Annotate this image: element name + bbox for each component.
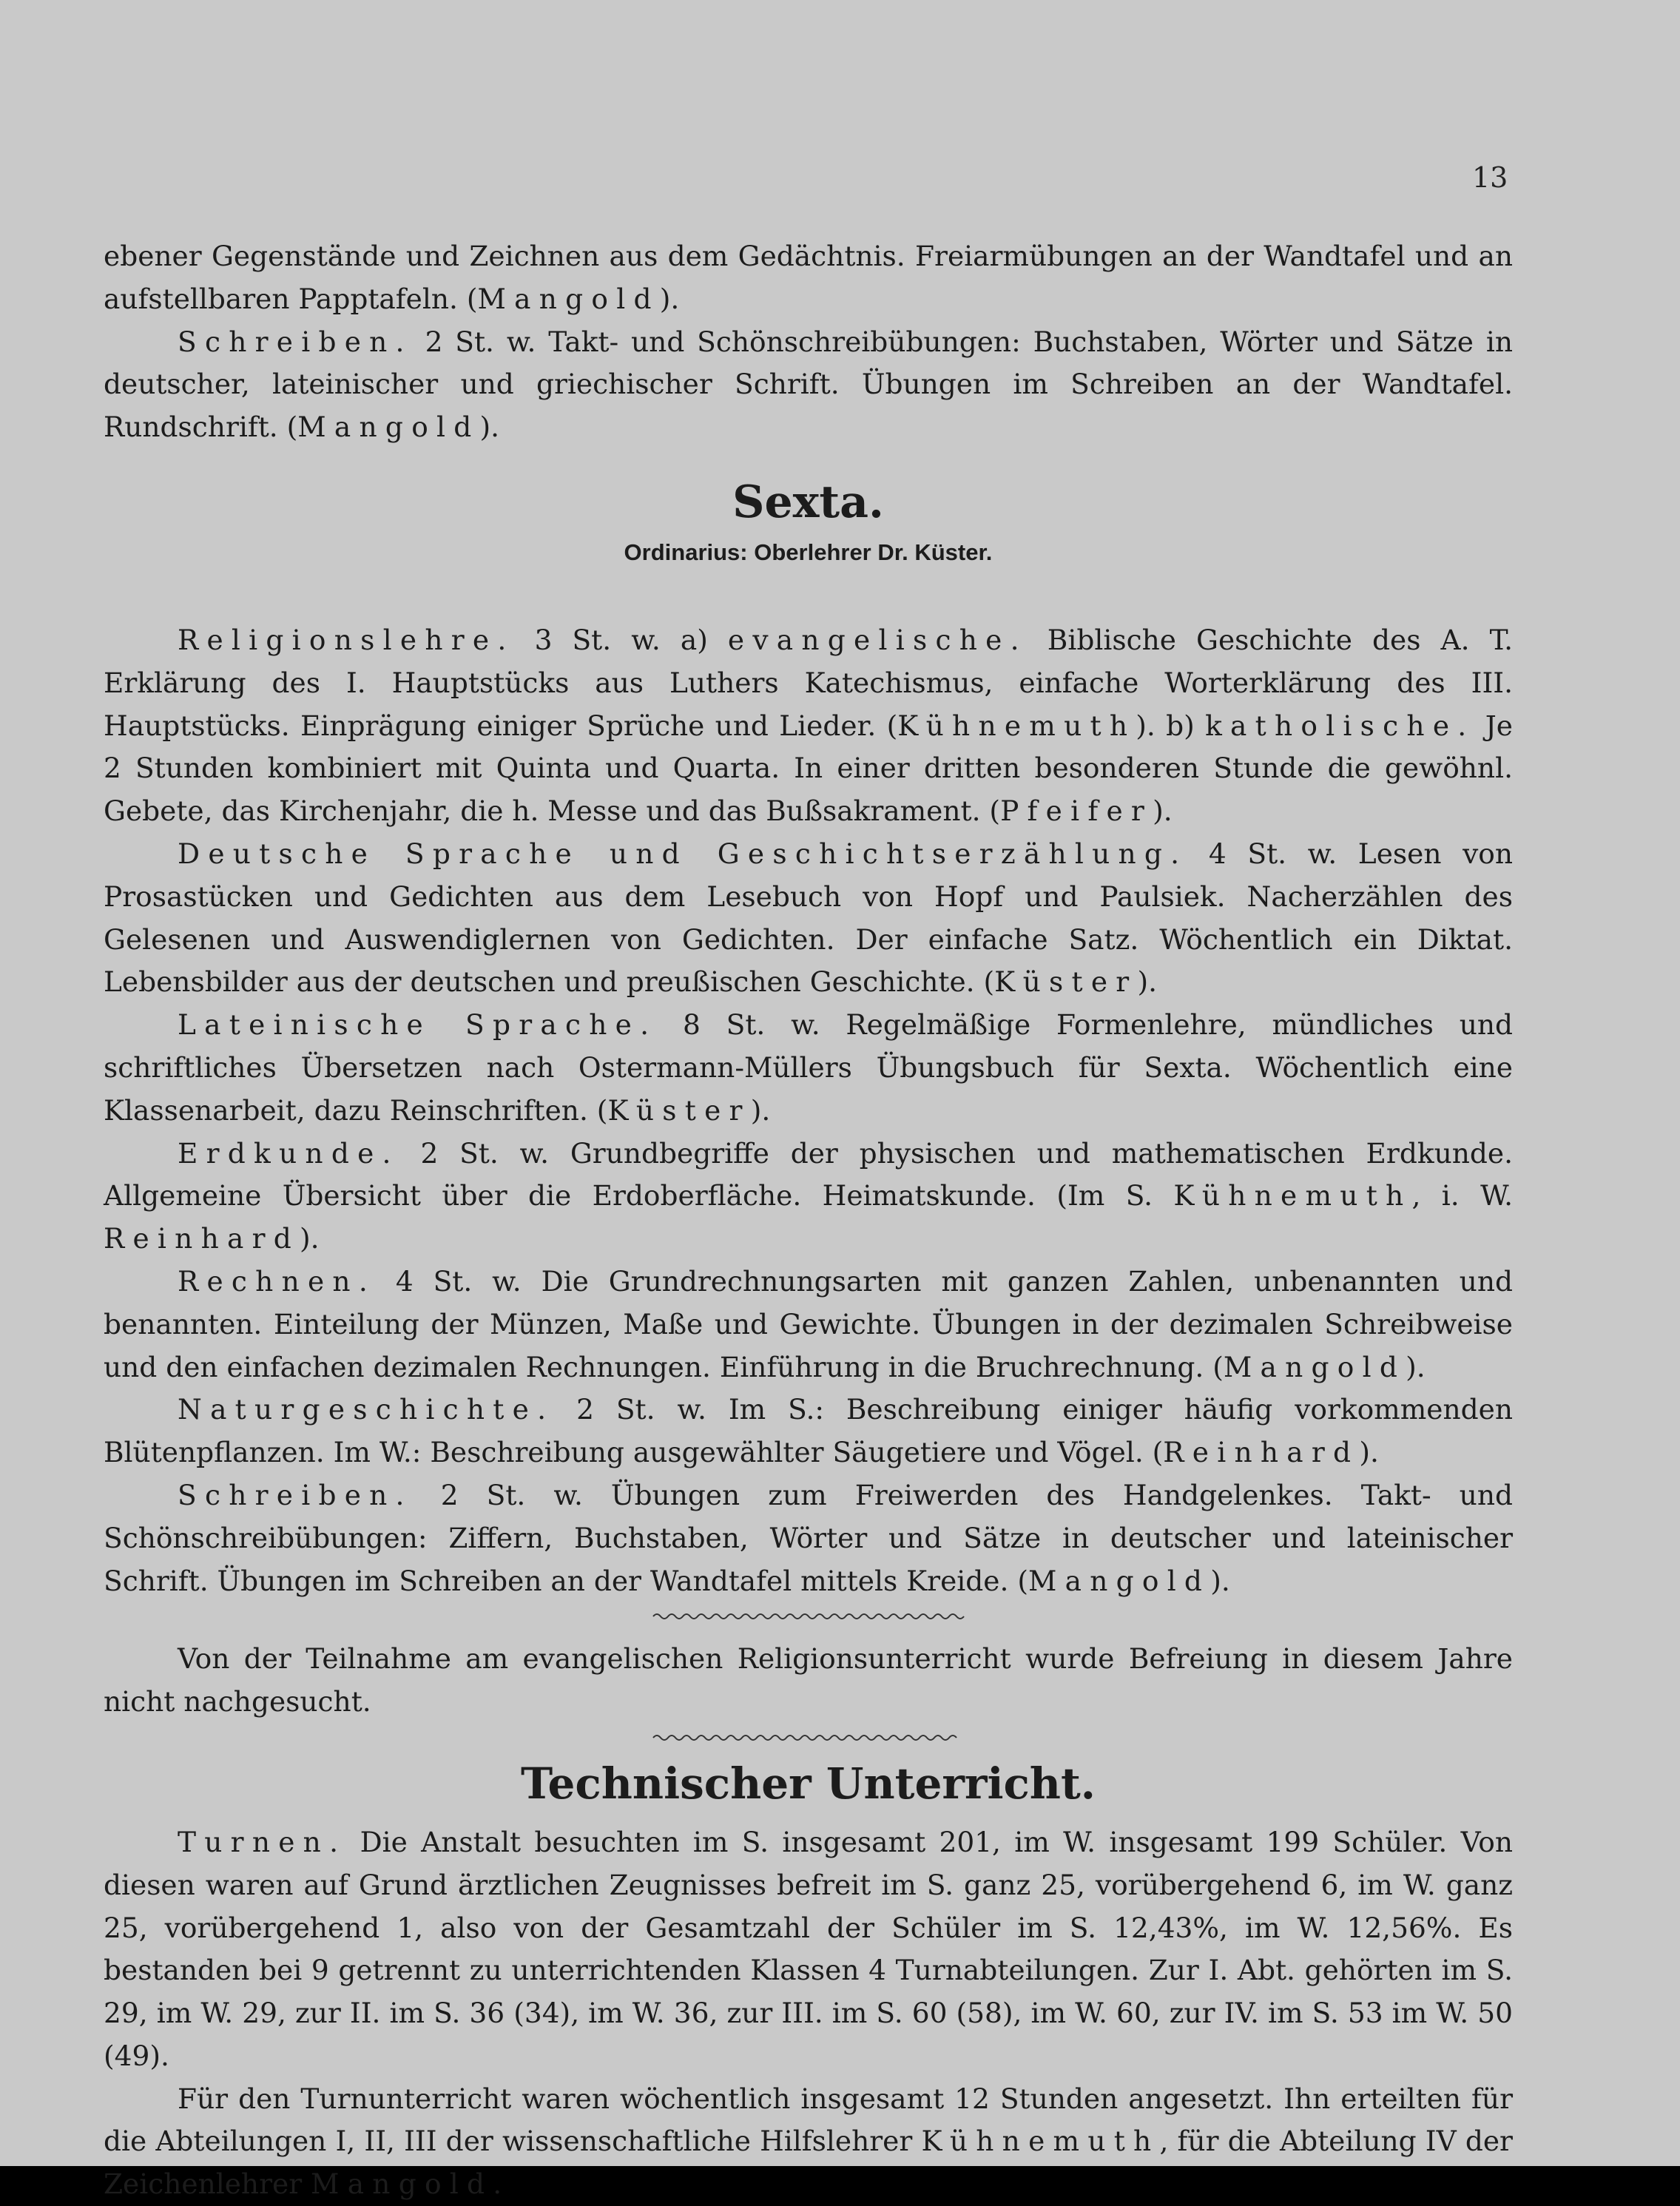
teacher-name: Küster — [607, 1093, 751, 1127]
subject-label: Lateinische Sprache. — [178, 1008, 658, 1042]
teacher-name: Pfeifer — [1000, 795, 1153, 828]
paragraph-religionslehre: Religionslehre. 3 St. w. a) evangelische. Biblische Geschichte des A. T. Erklärung des I. Hauptstücks aus Luthers Katechismus, einfache Worterklärung des III. Hauptstücks. Einprägung einiger Sprüche und Lieder. (Kühnemuth). b) katholische. Je 2 Stunden kombiniert mit Quinta und Quarta. In einer dritten besonderen Stunde die gewöhnl. Gebete, das Kirchenjahr, die h. Messe und das Bußsakrament. (Pfeifer). — [104, 623, 1513, 828]
paragraph-turnunterricht: Für den Turnunterricht waren wöchentlich insgesamt 12 Stunden angesetzt. Ihn erteilten für die Abteilungen I, II, III der wissenschaftliche Hilfslehrer Kühnemuth, für die Abteilung IV der Zeichenlehrer Mangold. — [104, 2082, 1513, 2201]
subject-label: Schreiben. — [178, 325, 413, 358]
paragraph-rechnen: Rechnen. 4 St. w. Die Grundrechnungsarten mit ganzen Zahlen, unbenannten und benannten. Einteilung der Münzen, Maße und Gewichte. Übungen in der dezimalen Schreibweise und den einfachen dezimalen Rechnungen. Einführung in die Bruchrechnung. (Mangold). — [104, 1264, 1513, 1383]
paragraph-latein: Lateinische Sprache. 8 St. w. Regelmäßige Formenlehre, mündliches und schriftliches Übersetzen nach Ostermann-Müllers Übungsbuch für Sexta. Wöchentlich eine Klassenarbeit, dazu Reinschriften. (Küster). — [104, 1008, 1513, 1127]
subject-label: Schreiben. — [178, 1478, 413, 1511]
teacher-name: Mangold — [311, 2168, 493, 2201]
paragraph-befreiung: Von der Teilnahme am evangelischen Religionsunterricht wurde Befreiung in diesem Jahre nicht nachgesucht. — [104, 1642, 1513, 1718]
teacher-name: Mangold — [297, 411, 480, 444]
wavy-line-ornament — [653, 1611, 964, 1622]
subject-label: Naturgeschichte. — [178, 1393, 555, 1426]
subject-label: Turnen. — [178, 1825, 347, 1858]
teacher-name: Mangold — [477, 282, 660, 315]
teacher-name: Reinhard — [104, 1222, 300, 1255]
heading-technischer-unterricht: Technischer Unterricht. — [521, 1758, 1096, 1809]
subject-label: Rechnen. — [178, 1264, 376, 1298]
paragraph-schreiben-quinta: Schreiben. 2 St. w. Takt- und Schönschreibübungen: Buchstaben, Wörter und Sätze in deutscher, lateinischer und griechischer Schrift. Übungen im Schreiben an der Wandtafel. Rundschrift. (Mangold). — [104, 325, 1513, 444]
teacher-name: Mangold — [1223, 1350, 1406, 1383]
page-body — [104, 235, 1513, 2206]
page-number: 13 — [1472, 161, 1508, 194]
teacher-name: Kühnemuth — [897, 709, 1136, 742]
paragraph-erdkunde: Erdkunde. 2 St. w. Grundbegriffe der physischen und mathematischen Erdkunde. Allgemeine Übersicht über die Erdoberfläche. Heimatskunde. (Im S. Kühnemuth, i. W. Reinhard). — [104, 1136, 1513, 1255]
wavy-line-ornament — [653, 1733, 964, 1743]
ordinarius-line: Ordinarius: Oberlehrer Dr. Küster. — [624, 539, 993, 565]
heading-sexta: Sexta. — [732, 476, 884, 528]
subject-label: Erdkunde. — [178, 1136, 399, 1170]
paragraph-schreiben-sexta: Schreiben. 2 St. w. Übungen zum Freiwerden des Handgelenkes. Takt- und Schönschreibübungen: Ziffern, Buchstaben, Wörter und Sätze in deutscher und lateinischer Schrift. Übungen im Schreiben an der Wandtafel mittels Kreide. (Mangold). — [104, 1478, 1513, 1597]
wavy-divider — [104, 1730, 1513, 1746]
teacher-name: Kühnemuth — [921, 2125, 1160, 2158]
paragraph-turnen: Turnen. Die Anstalt besuchten im S. insgesamt 201, im W. insgesamt 199 Schüler. Von diesen waren auf Grund ärztlichen Zeugnisses befreit im S. ganz 25, vorübergehend 6, im W. ganz 25, vorübergehend 1, also von der Gesamtzahl der Schüler im S. 12,43%, im W. 12,56%. Es bestanden bei 9 getrennt zu unterrichtenden Klassen 4 Turnabteilungen. Zur I. Abt. gehörten im S. 29, im W. 29, zur II. im S. 36 (34), im W. 36, zur III. im S. 60 (58), im W. 60, zur IV. im S. 53 im W. 50 (49). — [104, 1825, 1513, 2072]
teacher-name: Kühnemuth — [1173, 1179, 1412, 1212]
teacher-name: Mangold — [1028, 1564, 1211, 1597]
paragraph-naturgeschichte: Naturgeschichte. 2 St. w. Im S.: Beschreibung einiger häufig vorkommenden Blütenpflanzen. Im W.: Beschreibung ausgewählter Säugetiere und Vögel. (Reinhard). — [104, 1393, 1513, 1469]
teacher-name: Küster — [994, 965, 1138, 999]
paragraph-drawing-continuation: ebener Gegenstände und Zeichnen aus dem Gedächtnis. Freiarmübungen an der Wandtafel und an aufstellbaren Papptafeln. (Mangold). — [104, 240, 1513, 315]
paragraph-deutsch: Deutsche Sprache und Geschichtserzählung. 4 St. w. Lesen von Prosastücken und Gedichten aus dem Lesebuch von Hopf und Paulsiek. Nacherzählen des Gelesenen und Auswendiglernen von Gedichten. Der einfache Satz. Wöchentlich ein Diktat. Lebensbilder aus der deutschen und preußischen Geschichte. (Küster). — [104, 837, 1513, 999]
subject-label: Religionslehre. — [178, 623, 515, 656]
subject-label: Deutsche Sprache und Geschichtserzählung. — [178, 837, 1188, 870]
wavy-divider — [104, 1608, 1513, 1625]
teacher-name: Reinhard — [1163, 1436, 1360, 1469]
